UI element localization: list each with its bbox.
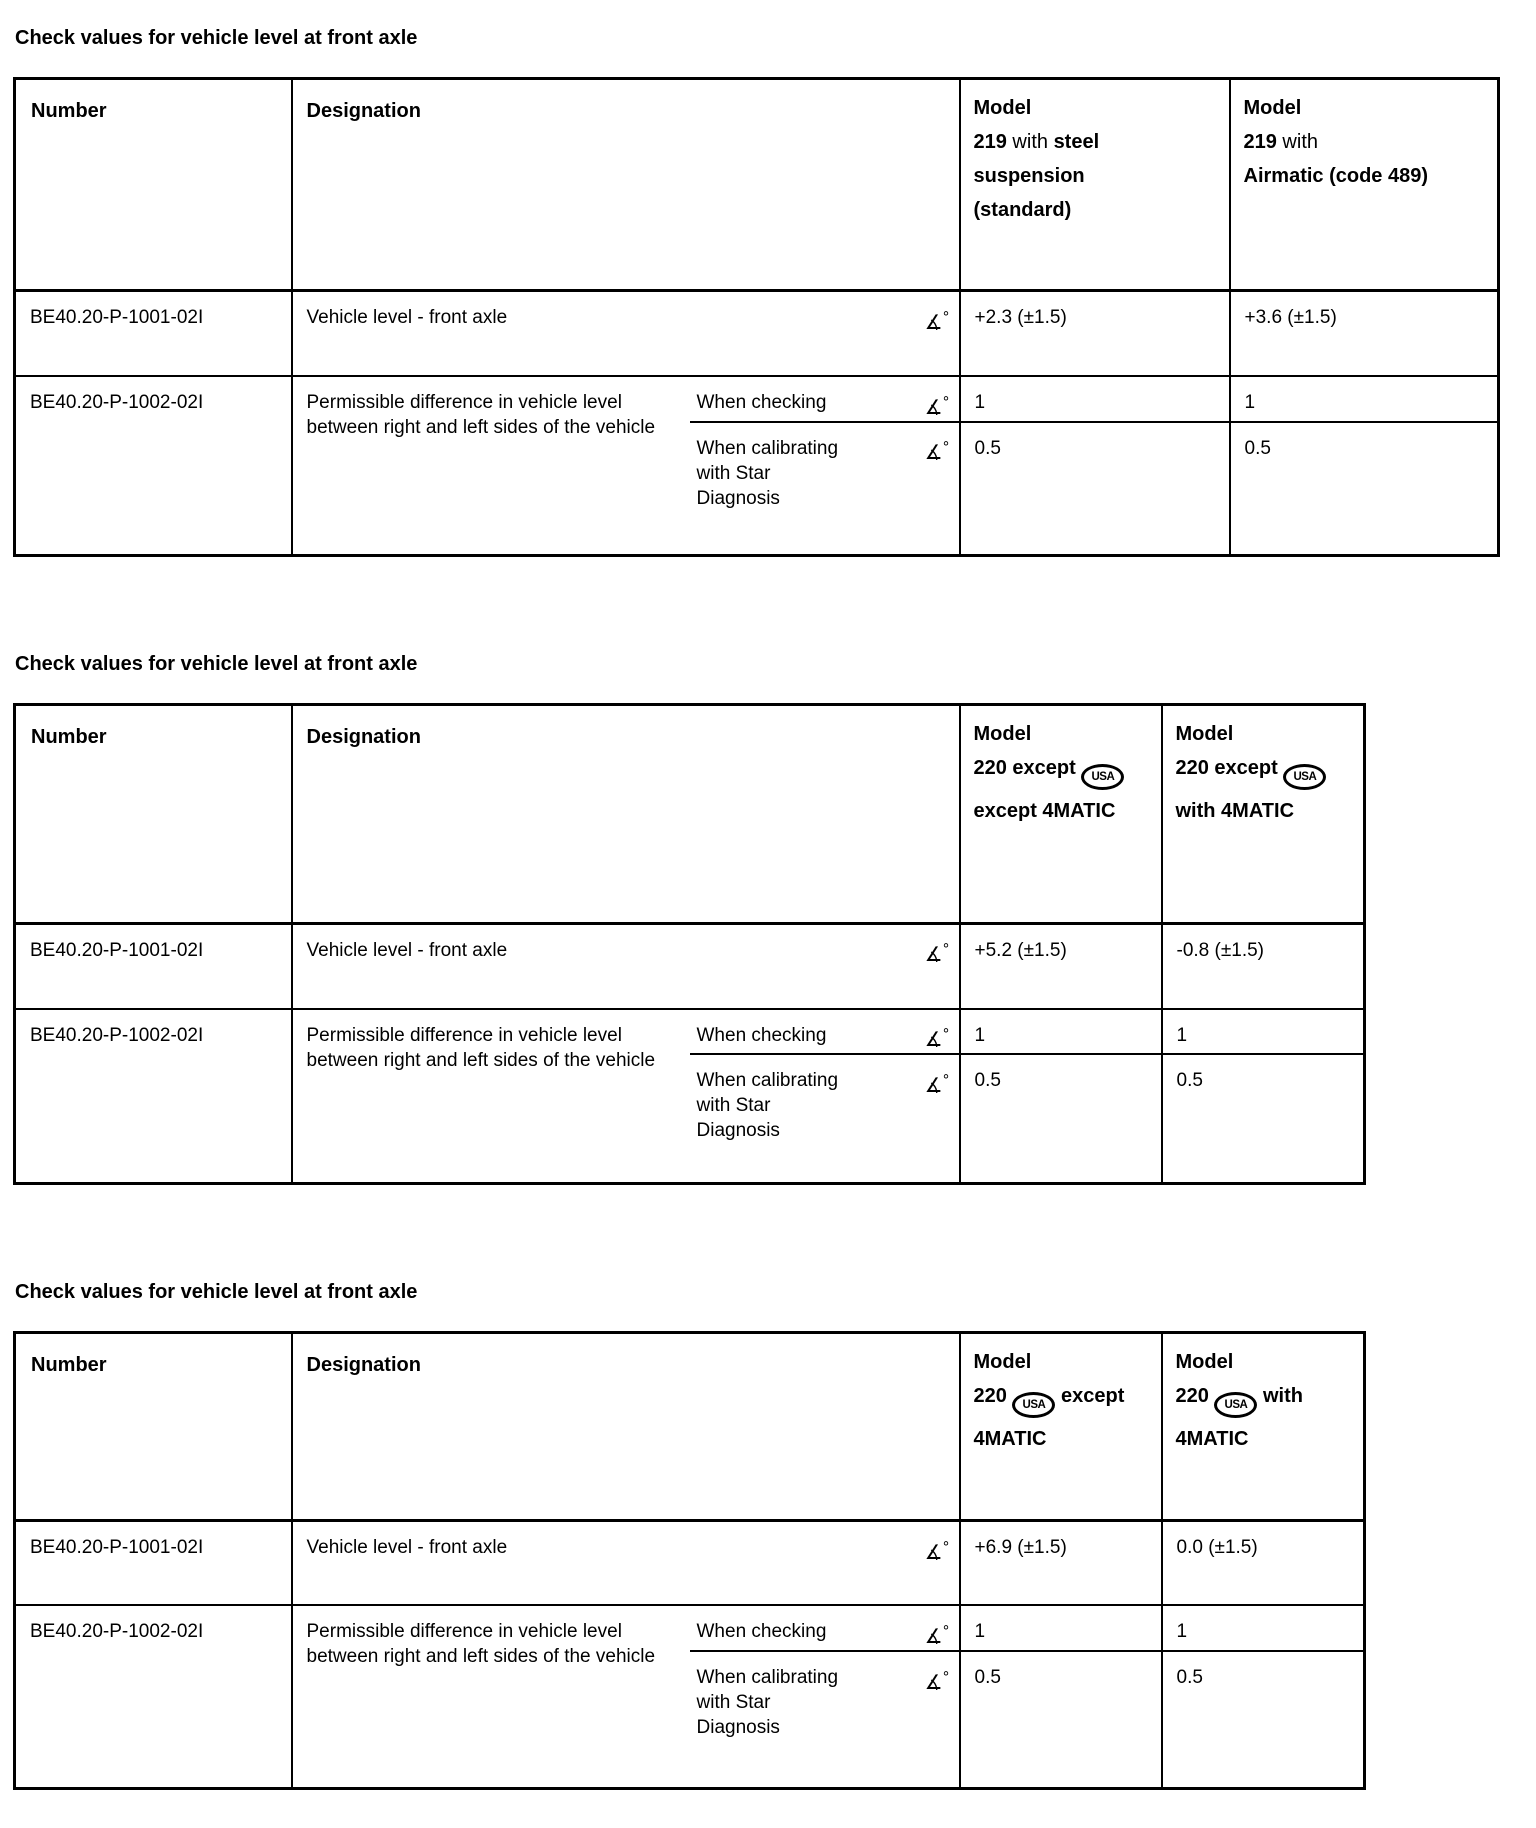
value-cell: 0.0 (±1.5) [1162, 1521, 1365, 1606]
unit-cell [890, 376, 960, 422]
row-designation: Permissible difference in vehicle level between right and left sides of the vehicle [306, 1621, 656, 1668]
value-cell: 1 [1162, 1605, 1365, 1651]
table-header-row [15, 1333, 1365, 1521]
table-row [15, 1521, 1365, 1606]
model-header-text: with [1257, 1385, 1303, 1408]
model-header-line [974, 722, 1153, 747]
row-number: BE40.20-P-1001-02I [15, 291, 292, 377]
model-header-text: 220 [1175, 1385, 1215, 1408]
model-header-text: 4MATIC [973, 1428, 1047, 1451]
model-header-text: 220 except [973, 756, 1082, 779]
number-column-header: Number [15, 704, 292, 923]
model-header-line [1244, 96, 1490, 121]
value-cell: 0.5 [960, 1651, 1162, 1789]
model-header-text: (standard) [973, 199, 1072, 221]
value-cell: 0.5 [960, 422, 1230, 556]
value-cell: 1 [960, 376, 1230, 422]
model-header-text: except 4MATIC [973, 799, 1116, 822]
angle-degree-icon: ∡° [924, 439, 950, 465]
table-row [15, 1009, 1365, 1055]
unit-cell [890, 422, 960, 556]
unit-cell [890, 1009, 960, 1055]
model-header-text: suspension [973, 165, 1085, 187]
model-header-text: with 4MATIC [1175, 799, 1295, 822]
model-header-line [974, 198, 1221, 223]
usa-badge-icon: USA [1214, 1392, 1257, 1418]
unit-cell [890, 1605, 960, 1651]
value-cell: 0.5 [1230, 422, 1499, 556]
check-values-table [13, 1331, 1366, 1790]
check-values-table [13, 703, 1366, 1186]
table-row [15, 923, 1365, 1009]
model-column-header-2 [1162, 704, 1365, 923]
unit-cell [890, 923, 960, 1009]
row-number: BE40.20-P-1001-02I [15, 1521, 292, 1606]
model-header-text: except [1055, 1385, 1125, 1408]
value-cell: 1 [1230, 376, 1499, 422]
table-row [15, 1605, 1365, 1651]
angle-degree-icon: ∡° [924, 309, 950, 334]
row-designation: Permissible difference in vehicle level between right and left sides of the vehicle [306, 1024, 656, 1071]
unit-cell [890, 291, 960, 377]
degree-sign: ° [942, 1026, 950, 1043]
model-header-text: with [1276, 131, 1318, 153]
degree-sign: ° [942, 1668, 950, 1685]
value-cell: 0.5 [1162, 1651, 1365, 1789]
model-header-text: 220 except [1175, 756, 1284, 779]
table-title: Check values for vehicle level at front axle [15, 652, 418, 675]
model-header-line [1176, 1384, 1356, 1418]
degree-sign: ° [942, 1072, 950, 1089]
table-header-row [15, 79, 1499, 291]
designation-column-header: Designation [292, 704, 960, 923]
sub-row-condition: When checking [696, 392, 827, 413]
model-header-line [974, 799, 1153, 824]
model-header-line [1176, 799, 1356, 824]
angle-degree-icon: ∡° [924, 1623, 950, 1648]
unit-cell [890, 1651, 960, 1789]
designation-column-header: Designation [292, 1333, 960, 1521]
designation-column-header: Designation [292, 79, 960, 291]
row-number: BE40.20-P-1002-02I [15, 1605, 292, 1788]
degree-sign: ° [942, 439, 950, 456]
degree-sign: ° [942, 1539, 950, 1556]
model-header-line [974, 164, 1221, 189]
number-column-header: Number [15, 79, 292, 291]
model-header-text: 4MATIC [1175, 1428, 1249, 1451]
value-cell: +6.9 (±1.5) [960, 1521, 1162, 1606]
sub-row-condition: When checking [696, 1621, 827, 1643]
row-designation: Permissible difference in vehicle level between right and left sides of the vehicle [306, 392, 656, 438]
model-header-text: Model [1243, 97, 1302, 119]
number-column-header: Number [15, 1333, 292, 1521]
model-column-header-1 [960, 79, 1230, 291]
model-header-text: Airmatic (code 489) [1243, 165, 1429, 187]
value-cell: -0.8 (±1.5) [1162, 923, 1365, 1009]
row-designation: Vehicle level - front axle [292, 923, 890, 1009]
model-header-line [1176, 756, 1356, 790]
model-header-line [974, 130, 1221, 155]
check-values-table [13, 77, 1500, 557]
angle-degree-icon: ∡° [924, 1026, 950, 1052]
value-cell: +2.3 (±1.5) [960, 291, 1230, 377]
degree-sign: ° [942, 309, 950, 325]
model-header-text: 220 [973, 1385, 1013, 1408]
model-header-text: Model [1175, 722, 1234, 745]
model-header-line [1244, 164, 1490, 189]
unit-cell [890, 1521, 960, 1606]
model-header-line [974, 1384, 1153, 1418]
sub-row-condition: When calibrating with Star Diagnosis [690, 1054, 890, 1184]
value-cell: 0.5 [1162, 1054, 1365, 1184]
value-cell: +5.2 (±1.5) [960, 923, 1162, 1009]
degree-sign: ° [942, 941, 950, 958]
usa-badge-icon: USA [1283, 764, 1326, 790]
table-header-row [15, 704, 1365, 923]
table-row [15, 376, 1499, 422]
model-header-text: with [1006, 131, 1054, 153]
usa-badge-icon: USA [1081, 764, 1124, 790]
row-designation: Vehicle level - front axle [292, 1521, 890, 1606]
value-cell: 1 [960, 1605, 1162, 1651]
model-header-text: Model [973, 97, 1032, 119]
usa-badge-icon: USA [1012, 1392, 1055, 1418]
model-header-text: 219 [1243, 131, 1277, 153]
row-number: BE40.20-P-1002-02I [15, 1009, 292, 1184]
model-header-line [974, 756, 1153, 790]
angle-degree-icon: ∡° [924, 941, 950, 967]
model-header-line [1176, 1350, 1356, 1375]
model-header-line [1176, 1427, 1356, 1452]
value-cell: 1 [960, 1009, 1162, 1055]
model-header-line [1176, 722, 1356, 747]
angle-degree-icon: ∡° [924, 1539, 950, 1564]
value-cell: 1 [1162, 1009, 1365, 1055]
row-number: BE40.20-P-1001-02I [15, 923, 292, 1009]
angle-degree-icon: ∡° [924, 1072, 950, 1097]
angle-degree-icon: ∡° [924, 1668, 950, 1694]
model-header-text: Model [1175, 1351, 1234, 1374]
model-header-line [974, 1427, 1153, 1452]
row-designation: Vehicle level - front axle [292, 291, 890, 377]
value-cell: +3.6 (±1.5) [1230, 291, 1499, 377]
table-title: Check values for vehicle level at front axle [15, 1281, 418, 1304]
sub-row-condition: When calibrating with Star Diagnosis [690, 1651, 890, 1789]
value-cell: 0.5 [960, 1054, 1162, 1184]
sub-row-condition: When checking [696, 1024, 827, 1046]
model-header-text: steel [1053, 131, 1100, 153]
model-header-text: Model [973, 1351, 1032, 1374]
unit-cell [890, 1054, 960, 1184]
model-column-header-1 [960, 1333, 1162, 1521]
degree-sign: ° [942, 1623, 950, 1640]
model-header-text: Model [973, 722, 1032, 745]
row-number: BE40.20-P-1002-02I [15, 376, 292, 555]
model-column-header-2 [1162, 1333, 1365, 1521]
model-header-line [974, 1350, 1153, 1375]
table-title: Check values for vehicle level at front axle [15, 27, 418, 49]
degree-sign: ° [942, 394, 950, 410]
table-row [15, 291, 1499, 377]
model-header-line [974, 96, 1221, 121]
model-header-line [1244, 130, 1490, 155]
model-column-header-1 [960, 704, 1162, 923]
model-column-header-2 [1230, 79, 1499, 291]
sub-row-condition: When calibrating with Star Diagnosis [690, 422, 890, 556]
model-header-text: 219 [973, 131, 1007, 153]
angle-degree-icon: ∡° [924, 394, 950, 419]
